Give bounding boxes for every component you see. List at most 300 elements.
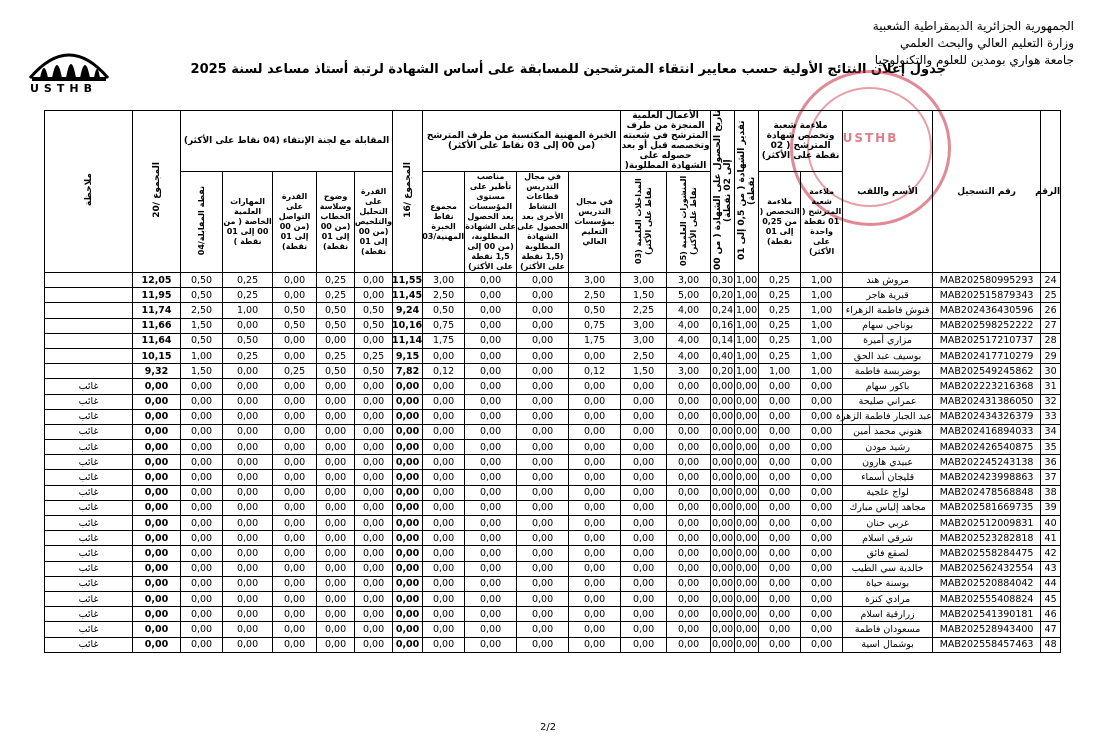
- cell-exp-supervise: 0,00: [465, 273, 517, 288]
- cell-exp-total: 1,75: [423, 333, 465, 348]
- cell-pubs: 0,00: [667, 622, 711, 637]
- cell-int-analysis: 0,00: [355, 561, 393, 576]
- cell-int-clarity: 0,00: [317, 470, 355, 485]
- cell-note: غائب: [45, 424, 133, 439]
- cell-int-clarity: 0,00: [317, 394, 355, 409]
- cell-exp-supervise: 0,00: [465, 288, 517, 303]
- cell-exp-total: 0,00: [423, 622, 465, 637]
- cell-sum16: 9,15: [393, 348, 423, 363]
- table-row: [45, 546, 1061, 561]
- cell-sum16: 11,55: [393, 273, 423, 288]
- cell-grade: 1,00: [735, 364, 759, 379]
- cell-reg: MAB202558457463: [933, 637, 1041, 652]
- cell-int-skills: 0,00: [223, 516, 273, 531]
- cell-int-skills: 0,25: [223, 273, 273, 288]
- cell-name: بوسنة حياة: [843, 576, 933, 591]
- cell-sum16: 0,00: [393, 531, 423, 546]
- cell-exp-total: 0,00: [423, 561, 465, 576]
- cell-note: غائب: [45, 622, 133, 637]
- table-row: [45, 591, 1061, 606]
- cell-num: 41: [1041, 531, 1061, 546]
- col-int-comm: القدرة على التواصل (من 00 إلى 01 نقطة): [273, 172, 317, 273]
- cell-fit-spec: 0,00: [759, 637, 801, 652]
- cell-int-total: 0,50: [181, 273, 223, 288]
- cell-int-clarity: 0,50: [317, 303, 355, 318]
- table-row: [45, 409, 1061, 424]
- cell-num: 40: [1041, 516, 1061, 531]
- cell-grade: 0,00: [735, 470, 759, 485]
- cell-pubs: 0,00: [667, 394, 711, 409]
- cell-int-comm: 0,00: [273, 607, 317, 622]
- cell-fit-branch: 0,00: [801, 409, 843, 424]
- cell-int-clarity: 0,00: [317, 591, 355, 606]
- col-pubs: المنشورات العلمية (05 نقاط على الأكثر): [667, 172, 711, 273]
- cell-fit-spec: 0,00: [759, 485, 801, 500]
- cell-date: 0,00: [711, 546, 735, 561]
- cell-name: خالدية سي الطيب: [843, 561, 933, 576]
- cell-grade: 0,00: [735, 516, 759, 531]
- cell-note: غائب: [45, 455, 133, 470]
- cell-sum20: 9,32: [133, 364, 181, 379]
- cell-sum20: 0,00: [133, 576, 181, 591]
- cell-num: 33: [1041, 409, 1061, 424]
- cell-sum16: 0,00: [393, 455, 423, 470]
- stamp-text: USTHB: [842, 131, 899, 145]
- col-reg: رقم التسجيل: [933, 111, 1041, 273]
- cell-grade: 0,00: [735, 379, 759, 394]
- table-row: [45, 273, 1061, 288]
- cell-name: غربي حنان: [843, 516, 933, 531]
- cell-int-comm: 0,25: [273, 364, 317, 379]
- cell-fit-branch: 0,00: [801, 591, 843, 606]
- cell-grade: 0,00: [735, 500, 759, 515]
- page-number: 2/2: [540, 722, 557, 733]
- cell-num: 28: [1041, 333, 1061, 348]
- cell-note: غائب: [45, 485, 133, 500]
- cell-exp-other: 0,00: [517, 455, 569, 470]
- cell-exp-other: 0,00: [517, 440, 569, 455]
- cell-num: 42: [1041, 546, 1061, 561]
- cell-int-analysis: 0,00: [355, 500, 393, 515]
- cell-fit-branch: 1,00: [801, 303, 843, 318]
- cell-exp-other: 0,00: [517, 637, 569, 652]
- cell-sum16: 0,00: [393, 470, 423, 485]
- cell-comms: 0,00: [621, 424, 667, 439]
- cell-grade: 1,00: [735, 318, 759, 333]
- cell-sum20: 0,00: [133, 561, 181, 576]
- cell-exp-teach: 0,00: [569, 348, 621, 363]
- cell-fit-branch: 0,00: [801, 455, 843, 470]
- table-row: [45, 561, 1061, 576]
- cell-fit-branch: 0,00: [801, 440, 843, 455]
- cell-sum16: 7,82: [393, 364, 423, 379]
- cell-exp-other: 0,00: [517, 348, 569, 363]
- col-fit-spec: ملاءمة التخصص ( من 0,25 إلى 01 نقطة): [759, 172, 801, 273]
- cell-pubs: 0,00: [667, 440, 711, 455]
- cell-fit-spec: 0,00: [759, 576, 801, 591]
- cell-note: غائب: [45, 531, 133, 546]
- col-interview-group: المقابلة مع لجنة الإنتقاء (04 نقاط على الأكثر): [181, 111, 393, 172]
- col-exp-teach: في مجال التدريس بمؤسسات التعليم العالي: [569, 172, 621, 273]
- cell-sum20: 0,00: [133, 440, 181, 455]
- cell-sum16: 0,00: [393, 607, 423, 622]
- cell-exp-supervise: 0,00: [465, 409, 517, 424]
- cell-name: زرارقية اسلام: [843, 607, 933, 622]
- cell-fit-spec: 0,00: [759, 500, 801, 515]
- cell-reg: MAB202426540875: [933, 440, 1041, 455]
- cell-int-analysis: 0,00: [355, 591, 393, 606]
- cell-fit-spec: 0,00: [759, 546, 801, 561]
- cell-int-comm: 0,00: [273, 273, 317, 288]
- cell-grade: 1,00: [735, 288, 759, 303]
- cell-reg: MAB202436430596: [933, 303, 1041, 318]
- cell-sum20: 10,15: [133, 348, 181, 363]
- cell-pubs: 0,00: [667, 531, 711, 546]
- cell-note: [45, 333, 133, 348]
- cell-note: غائب: [45, 561, 133, 576]
- cell-int-skills: 0,00: [223, 561, 273, 576]
- cell-grade: 1,00: [735, 303, 759, 318]
- cell-exp-total: 0,00: [423, 637, 465, 652]
- table-row: [45, 500, 1061, 515]
- cell-grade: 0,00: [735, 531, 759, 546]
- cell-date: 0,00: [711, 561, 735, 576]
- cell-exp-teach: 0,00: [569, 470, 621, 485]
- cell-date: 0,00: [711, 470, 735, 485]
- cell-reg: MAB202417710279: [933, 348, 1041, 363]
- cell-sum20: 0,00: [133, 485, 181, 500]
- cell-reg: MAB202555408824: [933, 591, 1041, 606]
- cell-sum16: 0,00: [393, 379, 423, 394]
- cell-reg: MAB202245243138: [933, 455, 1041, 470]
- cell-int-analysis: 0,00: [355, 273, 393, 288]
- cell-int-total: 2,50: [181, 303, 223, 318]
- cell-sum20: 11,74: [133, 303, 181, 318]
- cell-grade: 0,00: [735, 561, 759, 576]
- col-sum20: المجموع /20: [133, 111, 181, 273]
- cell-int-total: 0,00: [181, 546, 223, 561]
- cell-exp-total: 0,00: [423, 485, 465, 500]
- cell-int-analysis: 0,00: [355, 485, 393, 500]
- cell-pubs: 0,00: [667, 516, 711, 531]
- cell-pubs: 4,00: [667, 348, 711, 363]
- cell-exp-total: 0,50: [423, 303, 465, 318]
- cell-int-analysis: 0,00: [355, 379, 393, 394]
- col-grade: تقدير الشهادة ( من 0,5 إلى 01 نقطة): [735, 111, 759, 273]
- cell-sum20: 11,95: [133, 288, 181, 303]
- cell-int-total: 0,00: [181, 440, 223, 455]
- cell-int-total: 0,50: [181, 333, 223, 348]
- cell-fit-branch: 1,00: [801, 273, 843, 288]
- cell-comms: 0,00: [621, 485, 667, 500]
- cell-int-analysis: 0,00: [355, 607, 393, 622]
- cell-int-clarity: 0,00: [317, 546, 355, 561]
- cell-int-total: 0,00: [181, 424, 223, 439]
- cell-num: 39: [1041, 500, 1061, 515]
- cell-date: 0,30: [711, 273, 735, 288]
- cell-exp-teach: 0,00: [569, 394, 621, 409]
- cell-date: 0,00: [711, 622, 735, 637]
- cell-num: 47: [1041, 622, 1061, 637]
- cell-exp-teach: 2,50: [569, 288, 621, 303]
- cell-int-clarity: 0,25: [317, 348, 355, 363]
- cell-fit-branch: 0,00: [801, 470, 843, 485]
- cell-exp-teach: 0,00: [569, 455, 621, 470]
- cell-exp-other: 0,00: [517, 394, 569, 409]
- cell-name: عبد الجبار فاطمة الزهرة: [843, 409, 933, 424]
- cell-date: 0,00: [711, 500, 735, 515]
- table-row: [45, 607, 1061, 622]
- cell-pubs: 0,00: [667, 470, 711, 485]
- col-int-skills: المهارات العلمية الخاصة ( من 00 إلى 01 نقطة ): [223, 172, 273, 273]
- cell-exp-other: 0,00: [517, 273, 569, 288]
- cell-exp-total: 0,00: [423, 409, 465, 424]
- cell-int-comm: 0,00: [273, 485, 317, 500]
- cell-fit-branch: 1,00: [801, 318, 843, 333]
- cell-int-total: 0,00: [181, 455, 223, 470]
- col-exp-total: مجموع نقاط الخبرة المهنية/03: [423, 172, 465, 273]
- cell-exp-supervise: 0,00: [465, 561, 517, 576]
- cell-name: شرقي اسلام: [843, 531, 933, 546]
- cell-int-total: 0,00: [181, 516, 223, 531]
- cell-exp-supervise: 0,00: [465, 622, 517, 637]
- cell-exp-total: 0,00: [423, 470, 465, 485]
- cell-exp-other: 0,00: [517, 288, 569, 303]
- cell-int-skills: 0,00: [223, 546, 273, 561]
- cell-int-clarity: 0,00: [317, 455, 355, 470]
- cell-sum16: 9,24: [393, 303, 423, 318]
- cell-note: [45, 288, 133, 303]
- cell-date: 0,00: [711, 516, 735, 531]
- cell-comms: 0,00: [621, 576, 667, 591]
- cell-sum20: 0,00: [133, 470, 181, 485]
- cell-fit-branch: 0,00: [801, 607, 843, 622]
- cell-reg: MAB202580995293: [933, 273, 1041, 288]
- cell-fit-branch: 0,00: [801, 516, 843, 531]
- cell-exp-supervise: 0,00: [465, 379, 517, 394]
- cell-int-analysis: 0,25: [355, 348, 393, 363]
- cell-exp-other: 0,00: [517, 622, 569, 637]
- cell-fit-spec: 0,00: [759, 394, 801, 409]
- cell-num: 27: [1041, 318, 1061, 333]
- col-num: الرقم: [1041, 111, 1061, 273]
- cell-date: 0,00: [711, 440, 735, 455]
- cell-sum20: 0,00: [133, 409, 181, 424]
- cell-exp-other: 0,00: [517, 607, 569, 622]
- cell-name: لصقع فائق: [843, 546, 933, 561]
- cell-int-total: 0,00: [181, 409, 223, 424]
- cell-int-skills: 0,00: [223, 637, 273, 652]
- cell-exp-other: 0,00: [517, 531, 569, 546]
- col-fit-group: ملاءمة شعبة وتخصص شهادة المترشح ( 02 نقطة على الأكثر): [759, 111, 843, 172]
- cell-exp-teach: 0,75: [569, 318, 621, 333]
- cell-fit-spec: 0,25: [759, 288, 801, 303]
- cell-sum16: 0,00: [393, 394, 423, 409]
- results-table: [44, 110, 1061, 653]
- cell-int-clarity: 0,00: [317, 379, 355, 394]
- cell-int-total: 0,00: [181, 394, 223, 409]
- cell-reg: MAB202528943400: [933, 622, 1041, 637]
- cell-exp-teach: 0,00: [569, 531, 621, 546]
- cell-int-analysis: 0,00: [355, 622, 393, 637]
- cell-num: 37: [1041, 470, 1061, 485]
- cell-sum16: 0,00: [393, 576, 423, 591]
- cell-exp-other: 0,00: [517, 561, 569, 576]
- cell-name: قبرية هاجر: [843, 288, 933, 303]
- cell-exp-supervise: 0,00: [465, 455, 517, 470]
- cell-sum20: 0,00: [133, 424, 181, 439]
- cell-fit-branch: 0,00: [801, 531, 843, 546]
- cell-exp-teach: 0,00: [569, 485, 621, 500]
- cell-date: 0,20: [711, 288, 735, 303]
- col-int-clarity: وضوح وسلاسة الخطاب (من 00 إلى 01 نقطة): [317, 172, 355, 273]
- cell-note: [45, 364, 133, 379]
- cell-reg: MAB202423998863: [933, 470, 1041, 485]
- cell-int-clarity: 0,00: [317, 561, 355, 576]
- cell-name: بوضربسة فاطمة: [843, 364, 933, 379]
- cell-int-total: 0,00: [181, 470, 223, 485]
- cell-int-total: 0,00: [181, 561, 223, 576]
- cell-comms: 0,00: [621, 516, 667, 531]
- table-row: [45, 318, 1061, 333]
- cell-pubs: 4,00: [667, 318, 711, 333]
- col-int-analysis: القدرة على التحليل والتلخيص (من 00 إلى 01 نقطة): [355, 172, 393, 273]
- cell-sum16: 0,00: [393, 485, 423, 500]
- cell-int-clarity: 0,00: [317, 485, 355, 500]
- cell-exp-teach: 0,00: [569, 591, 621, 606]
- cell-reg: MAB202434326379: [933, 409, 1041, 424]
- cell-fit-branch: 0,00: [801, 379, 843, 394]
- cell-int-analysis: 0,00: [355, 409, 393, 424]
- cell-exp-teach: 0,00: [569, 561, 621, 576]
- cell-comms: 0,00: [621, 379, 667, 394]
- cell-grade: 0,00: [735, 455, 759, 470]
- cell-date: 0,00: [711, 531, 735, 546]
- cell-fit-spec: 0,00: [759, 561, 801, 576]
- cell-int-comm: 0,00: [273, 288, 317, 303]
- cell-num: 31: [1041, 379, 1061, 394]
- cell-pubs: 4,00: [667, 303, 711, 318]
- cell-reg: MAB202549245862: [933, 364, 1041, 379]
- cell-int-clarity: 0,00: [317, 424, 355, 439]
- cell-sum16: 0,00: [393, 440, 423, 455]
- cell-exp-other: 0,00: [517, 576, 569, 591]
- cell-exp-other: 0,00: [517, 409, 569, 424]
- cell-comms: 3,00: [621, 333, 667, 348]
- cell-int-analysis: 0,00: [355, 470, 393, 485]
- cell-exp-supervise: 0,00: [465, 485, 517, 500]
- cell-fit-spec: 0,00: [759, 622, 801, 637]
- cell-date: 0,00: [711, 455, 735, 470]
- cell-pubs: 0,00: [667, 546, 711, 561]
- cell-pubs: 0,00: [667, 561, 711, 576]
- cell-exp-supervise: 0,00: [465, 348, 517, 363]
- cell-int-skills: 0,00: [223, 379, 273, 394]
- cell-sum20: 12,05: [133, 273, 181, 288]
- cell-int-skills: 0,00: [223, 424, 273, 439]
- cell-name: مسعودان فاطمة: [843, 622, 933, 637]
- cell-int-skills: 0,25: [223, 348, 273, 363]
- cell-note: غائب: [45, 546, 133, 561]
- col-date: تاريخ الحصول على الشهادة ( من 00 إلى 02 نقطة): [711, 111, 735, 273]
- cell-int-total: 1,50: [181, 318, 223, 333]
- cell-date: 0,00: [711, 607, 735, 622]
- header-line-republic: الجمهورية الجزائرية الديمقراطية الشعبية: [872, 19, 1074, 33]
- cell-exp-total: 0,00: [423, 379, 465, 394]
- cell-exp-supervise: 0,00: [465, 531, 517, 546]
- cell-int-total: 0,50: [181, 288, 223, 303]
- cell-int-skills: 0,00: [223, 531, 273, 546]
- col-fit-branch: ملاءمة شعبة المترشح ( 01 نقطة واحدة على الأكثر): [801, 172, 843, 273]
- cell-num: 36: [1041, 455, 1061, 470]
- cell-sum16: 0,00: [393, 546, 423, 561]
- cell-int-clarity: 0,25: [317, 288, 355, 303]
- cell-sum20: 0,00: [133, 531, 181, 546]
- cell-exp-teach: 0,00: [569, 622, 621, 637]
- cell-fit-branch: 0,00: [801, 485, 843, 500]
- cell-int-total: 0,00: [181, 531, 223, 546]
- cell-exp-total: 0,00: [423, 500, 465, 515]
- cell-exp-total: 0,00: [423, 546, 465, 561]
- cell-exp-supervise: 0,00: [465, 318, 517, 333]
- cell-exp-teach: 3,00: [569, 273, 621, 288]
- cell-fit-branch: 1,00: [801, 364, 843, 379]
- cell-date: 0,00: [711, 379, 735, 394]
- cell-int-skills: 0,00: [223, 622, 273, 637]
- cell-pubs: 3,00: [667, 273, 711, 288]
- cell-name: بوسيف عبد الحق: [843, 348, 933, 363]
- cell-int-clarity: 0,25: [317, 273, 355, 288]
- table-row: [45, 622, 1061, 637]
- col-works-group: الأعمال العلمية المنجزة من طرف المترشح في شعبته وتخصصه قبل أو بعد حصوله على الشهادة المطلوبة(: [621, 111, 710, 171]
- cell-fit-spec: 0,00: [759, 379, 801, 394]
- col-name: الأسم واللقب: [843, 111, 933, 273]
- table-row: [45, 348, 1061, 363]
- cell-name: هنوني محمد أمين: [843, 424, 933, 439]
- cell-exp-teach: 0,00: [569, 576, 621, 591]
- cell-num: 29: [1041, 348, 1061, 363]
- cell-note: غائب: [45, 516, 133, 531]
- cell-comms: 0,00: [621, 394, 667, 409]
- table-row: [45, 424, 1061, 439]
- cell-int-comm: 0,00: [273, 561, 317, 576]
- cell-fit-branch: 0,00: [801, 424, 843, 439]
- cell-num: 44: [1041, 576, 1061, 591]
- cell-note: غائب: [45, 500, 133, 515]
- cell-num: 34: [1041, 424, 1061, 439]
- cell-grade: 0,00: [735, 607, 759, 622]
- cell-note: [45, 273, 133, 288]
- logo-brand-text: USTHB: [30, 82, 97, 95]
- cell-grade: 0,00: [735, 546, 759, 561]
- cell-pubs: 4,00: [667, 333, 711, 348]
- cell-int-clarity: 0,00: [317, 607, 355, 622]
- cell-int-clarity: 0,50: [317, 318, 355, 333]
- cell-comms: 2,50: [621, 348, 667, 363]
- cell-exp-supervise: 0,00: [465, 394, 517, 409]
- cell-int-analysis: 0,00: [355, 424, 393, 439]
- cell-int-skills: 0,00: [223, 470, 273, 485]
- cell-note: غائب: [45, 470, 133, 485]
- cell-grade: 1,00: [735, 273, 759, 288]
- cell-pubs: 3,00: [667, 364, 711, 379]
- cell-name: مروش هند: [843, 273, 933, 288]
- cell-num: 45: [1041, 591, 1061, 606]
- results-body: [45, 273, 1061, 653]
- cell-name: مزاري أميرة: [843, 333, 933, 348]
- cell-int-skills: 0,50: [223, 333, 273, 348]
- cell-exp-other: 0,00: [517, 485, 569, 500]
